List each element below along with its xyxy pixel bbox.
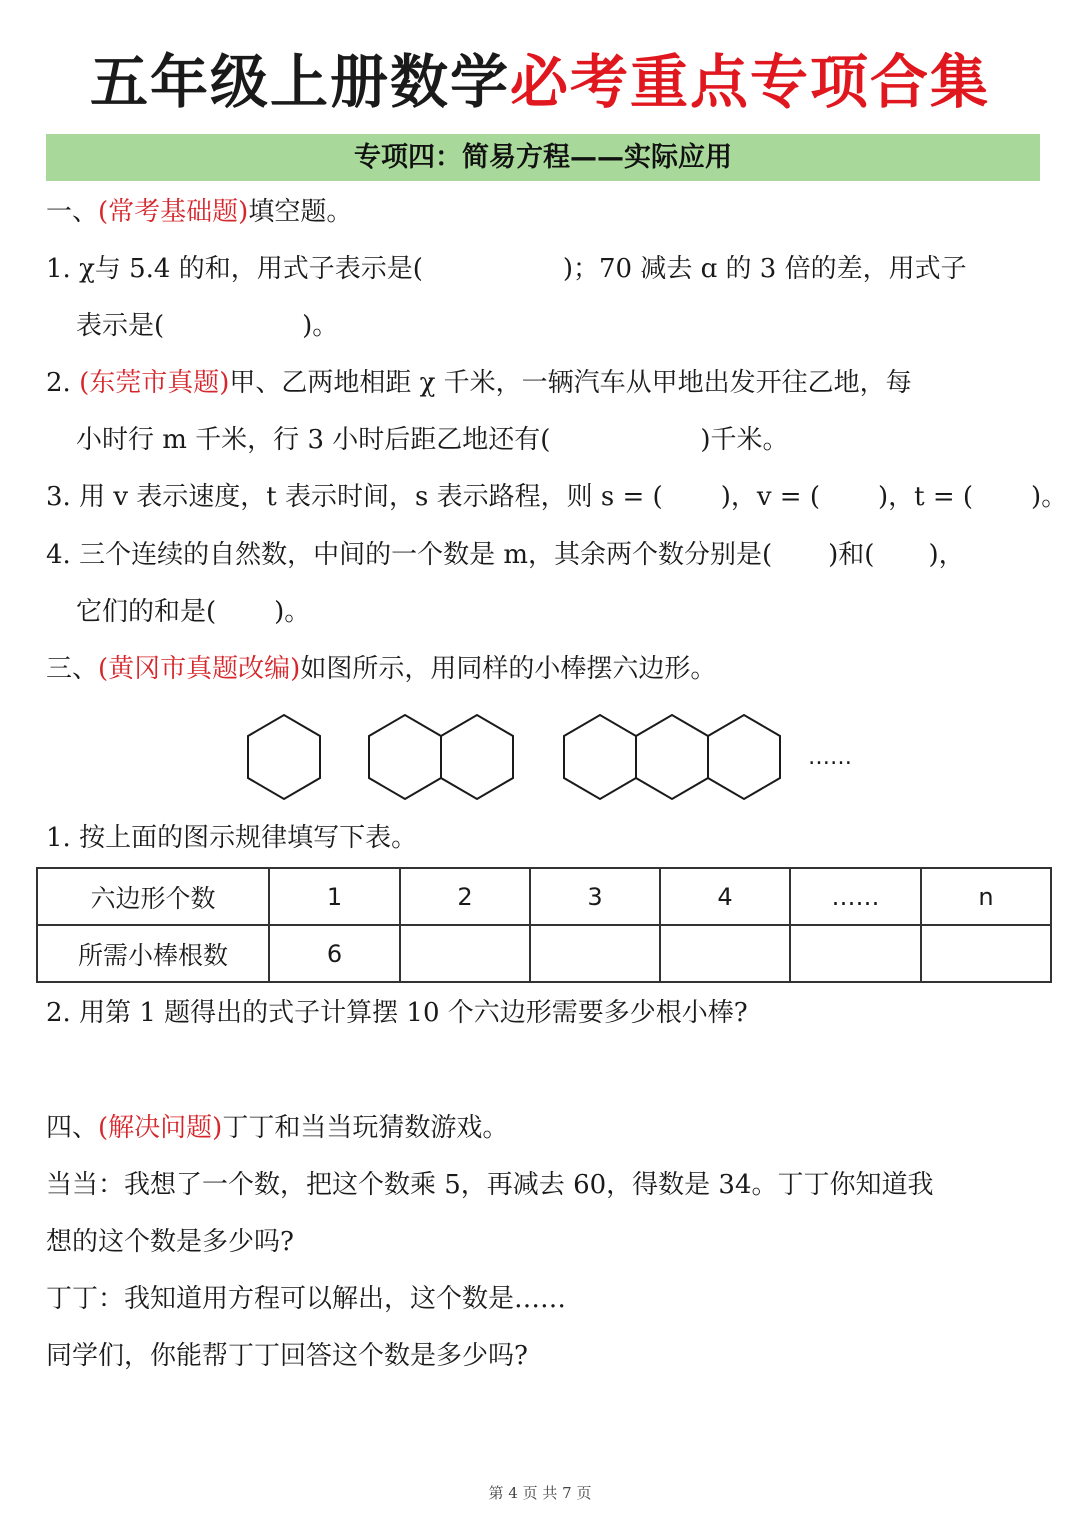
dialog-line-1: 当当：我想了一个数，把这个数乘 5，再减去 60，得数是 34。丁丁你知道我 [46,1170,934,1200]
dialog-line-3: 丁丁：我知道用方程可以解出，这个数是…… [46,1284,567,1314]
section-1-tag: (常考基础题) [98,197,249,227]
hexagon-group-1 [248,715,320,799]
q2-text-c: )千米。 [700,425,789,455]
section-4-prefix: 四、 [46,1113,99,1143]
q2-text-b: 小时行 m 千米，行 3 小时后距乙地还有( [76,425,551,455]
hexagon-group-3-a [564,715,636,799]
section-3-prefix: 三、 [46,654,99,684]
q4-text-a: 4. 三个连续的自然数，中间的一个数是 m，其余两个数分别是( [46,540,773,570]
q3-text-c: )，t = ( [877,482,974,512]
section-4-text: 丁丁和当当玩猜数游戏。 [222,1113,509,1143]
section-3-text: 如图所示，用同样的小棒摆六边形。 [300,654,717,684]
table-cell: 3 [530,868,660,925]
hexagon-group-2-b [441,715,513,799]
table-cell: 6 [269,925,400,982]
title-black: 五年级上册数学 [89,48,510,116]
q1-text-b: )；70 减去 ɑ 的 3 倍的差，用式子 [562,254,967,284]
title-red: 必考重点专项合集 [510,48,991,116]
page-title [0,42,1080,122]
q4-text-c: )， [928,540,965,570]
section-4-heading [46,1108,508,1148]
section-3-question-2: 2. 用第 1 题得出的式子计算摆 10 个六边形需要多少根小棒? [46,998,748,1028]
section-3-question-1: 1. 按上面的图示规律填写下表。 [46,823,418,853]
question-1-line-2 [76,306,338,346]
section-3-heading [46,649,716,689]
q3-text-d: )。 [1031,482,1068,512]
page-number: 第 4 页 共 7 页 [488,1484,592,1502]
q3-text-a: 3. 用 v 表示速度，t 表示时间，s 表示路程，则 s = ( [46,482,663,512]
table-cell: 六边形个数 [37,868,269,925]
table-cell [921,925,1051,982]
q4-text-e: )。 [274,597,311,627]
question-2-line-2 [76,420,789,460]
section-1-prefix: 一、 [46,197,99,227]
question-2-line-1 [46,363,912,403]
q4-text-b: )和( [828,540,875,570]
q1-text-d: )。 [302,311,339,341]
hexagon-ellipsis: …… [808,745,852,770]
q2-tag: (东莞市真题) [79,368,230,398]
table-cell: 1 [269,868,400,925]
section-1-text: 填空题。 [248,197,353,227]
q1-text-c: 表示是( [76,311,165,341]
table-cell: n [921,868,1051,925]
table-cell [790,925,921,982]
table-cell [400,925,530,982]
question-1-line-1 [46,249,967,289]
dialog-line-2: 想的这个数是多少吗? [46,1227,294,1257]
section-3-tag: (黄冈市真题改编) [98,654,301,684]
hexagon-group-3-c [708,715,780,799]
table-cell: …… [790,868,921,925]
table-cell: 4 [660,868,790,925]
table-cell [530,925,660,982]
q1-text-a: 1. χ与 5.4 的和，用式子表示是( [46,254,423,284]
table-cell: 2 [400,868,530,925]
q2-text-a: 甲、乙两地相距 χ 千米，一辆汽车从甲地出发开往乙地，每 [229,368,912,398]
section-4-tag: (解决问题) [98,1113,223,1143]
question-4-line-2 [76,592,310,632]
table-cell [660,925,790,982]
hexagon-group-2-a [369,715,441,799]
section-banner: 专项四：简易方程——实际应用 [46,134,1040,181]
question-4-line-1 [46,535,965,575]
section-1-heading [46,192,352,232]
hexagon-table [36,867,1052,983]
table-row [37,868,1051,925]
hexagon-group-3-b [636,715,708,799]
table-cell: 所需小棒根数 [37,925,269,982]
question-3 [46,477,1067,517]
q2-number: 2. [46,368,80,398]
dialog-line-4: 同学们，你能帮丁丁回答这个数是多少吗? [46,1341,528,1371]
table-row [37,925,1051,982]
q4-text-d: 它们的和是( [76,597,217,627]
q3-text-b: )，v = ( [720,482,820,512]
hexagon-figure [230,704,870,808]
